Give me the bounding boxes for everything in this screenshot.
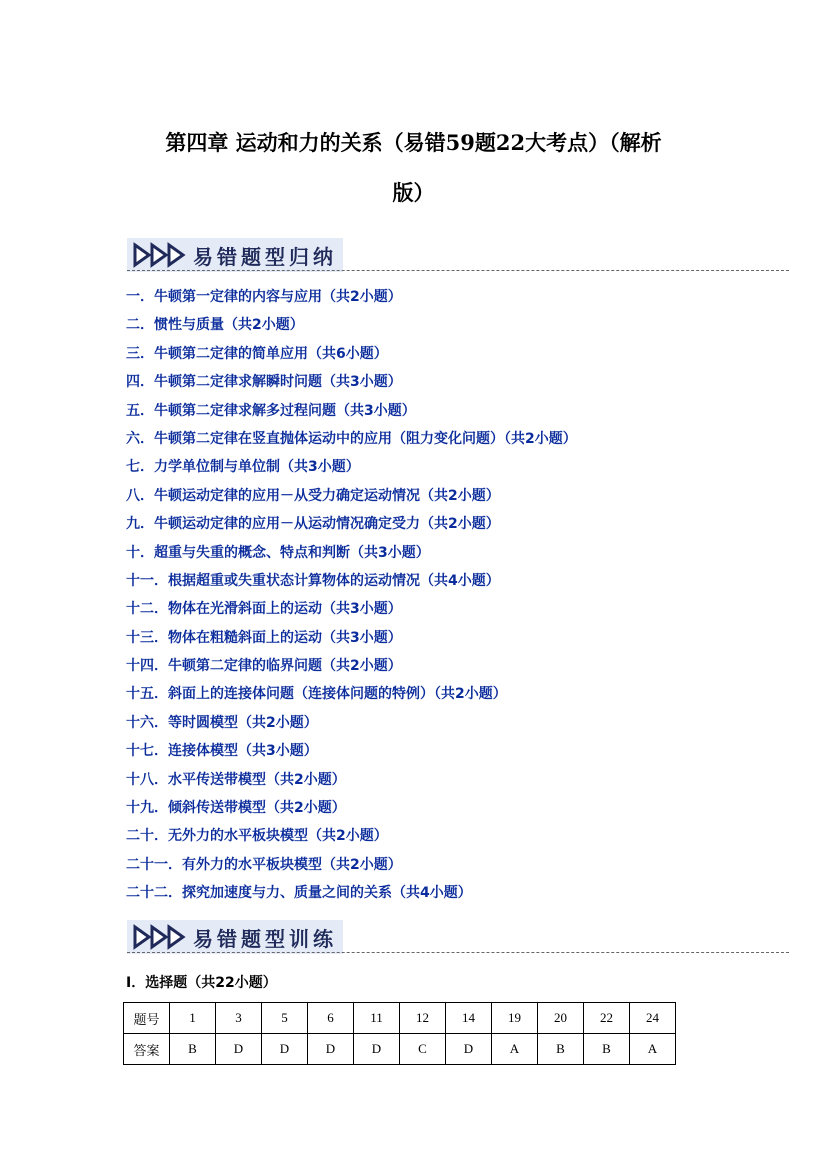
question-number: 24 (630, 1003, 676, 1034)
divider (127, 270, 789, 271)
document-title (90, 118, 737, 218)
topic-item: 二十．无外力的水平板块模型（共2小题） (126, 828, 388, 845)
topic-item: 四．牛顿第二定律求解瞬时问题（共3小题） (126, 374, 402, 391)
question-number: 3 (216, 1003, 262, 1034)
training-banner (127, 920, 343, 954)
answer-cell: B (170, 1034, 216, 1065)
answer-cell: B (538, 1034, 584, 1065)
question-number: 11 (354, 1003, 400, 1034)
question-number: 6 (308, 1003, 354, 1034)
topic-item: 十四．牛顿第二定律的临界问题（共2小题） (126, 658, 402, 675)
summary-banner (127, 238, 343, 272)
answer-cell: D (216, 1034, 262, 1065)
topic-item: 二十一．有外力的水平板块模型（共2小题） (126, 856, 402, 873)
question-number: 12 (400, 1003, 446, 1034)
question-number: 5 (262, 1003, 308, 1034)
table-row (124, 1003, 676, 1034)
topic-item: 十八．水平传送带模型（共2小题） (126, 771, 346, 788)
topic-item: 五．牛顿第二定律求解多过程问题（共3小题） (126, 402, 416, 419)
triple-arrow-icon (133, 242, 187, 268)
question-number: 20 (538, 1003, 584, 1034)
answer-cell: A (630, 1034, 676, 1065)
triple-arrow-icon (133, 924, 187, 950)
topic-item: 一．牛顿第一定律的内容与应用（共2小题） (126, 289, 402, 305)
topic-item: 二．惯性与质量（共2小题） (126, 317, 304, 334)
title-line-2: 版） (392, 180, 435, 205)
question-number: 19 (492, 1003, 538, 1034)
table-row (124, 1034, 676, 1065)
topic-item: 十．超重与失重的概念、特点和判断（共3小题） (126, 544, 430, 561)
question-number: 1 (170, 1003, 216, 1034)
question-number: 14 (446, 1003, 492, 1034)
topic-item: 七．力学单位制与单位制（共3小题） (126, 459, 360, 476)
topic-item: 十三．物体在粗糙斜面上的运动（共3小题） (126, 629, 402, 646)
topic-list (126, 285, 577, 910)
topic-item: 十七．连接体模型（共3小题） (126, 743, 318, 760)
divider (127, 952, 789, 953)
answer-cell: A (492, 1034, 538, 1065)
topic-item: 九．牛顿运动定律的应用－从运动情况确定受力（共2小题） (126, 516, 500, 533)
topic-item: 八．牛顿运动定律的应用－从受力确定运动情况（共2小题） (126, 487, 500, 504)
topic-item: 三．牛顿第二定律的简单应用（共6小题） (126, 345, 388, 362)
row-label-number: 题号 (124, 1003, 170, 1034)
answer-cell: D (308, 1034, 354, 1065)
answer-cell: D (354, 1034, 400, 1065)
answer-cell: B (584, 1034, 630, 1065)
answer-cell: D (446, 1034, 492, 1065)
topic-item: 十二．物体在光滑斜面上的运动（共3小题） (126, 601, 402, 618)
topic-item: 十五．斜面上的连接体问题（连接体问题的特例）（共2小题） (126, 686, 507, 703)
title-line-1: 第四章 运动和力的关系（易错59题22大考点）（解析 (165, 130, 662, 155)
summary-banner-title: 易错题型归纳 (193, 244, 337, 269)
training-banner-title: 易错题型训练 (193, 926, 337, 951)
row-label-answer: 答案 (124, 1034, 170, 1065)
section-heading: Ⅰ．选择题（共22小题） (126, 975, 277, 991)
topic-item: 六．牛顿第二定律在竖直抛体运动中的应用（阻力变化问题）（共2小题） (126, 430, 577, 447)
topic-item: 十九．倾斜传送带模型（共2小题） (126, 800, 346, 817)
topic-item: 二十二．探究加速度与力、质量之间的关系（共4小题） (126, 885, 472, 902)
answer-cell: C (400, 1034, 446, 1065)
topic-item: 十一．根据超重或失重状态计算物体的运动情况（共4小题） (126, 572, 500, 589)
answer-table (123, 1002, 676, 1065)
question-number: 22 (584, 1003, 630, 1034)
answer-cell: D (262, 1034, 308, 1065)
topic-item: 十六．等时圆模型（共2小题） (126, 714, 318, 731)
